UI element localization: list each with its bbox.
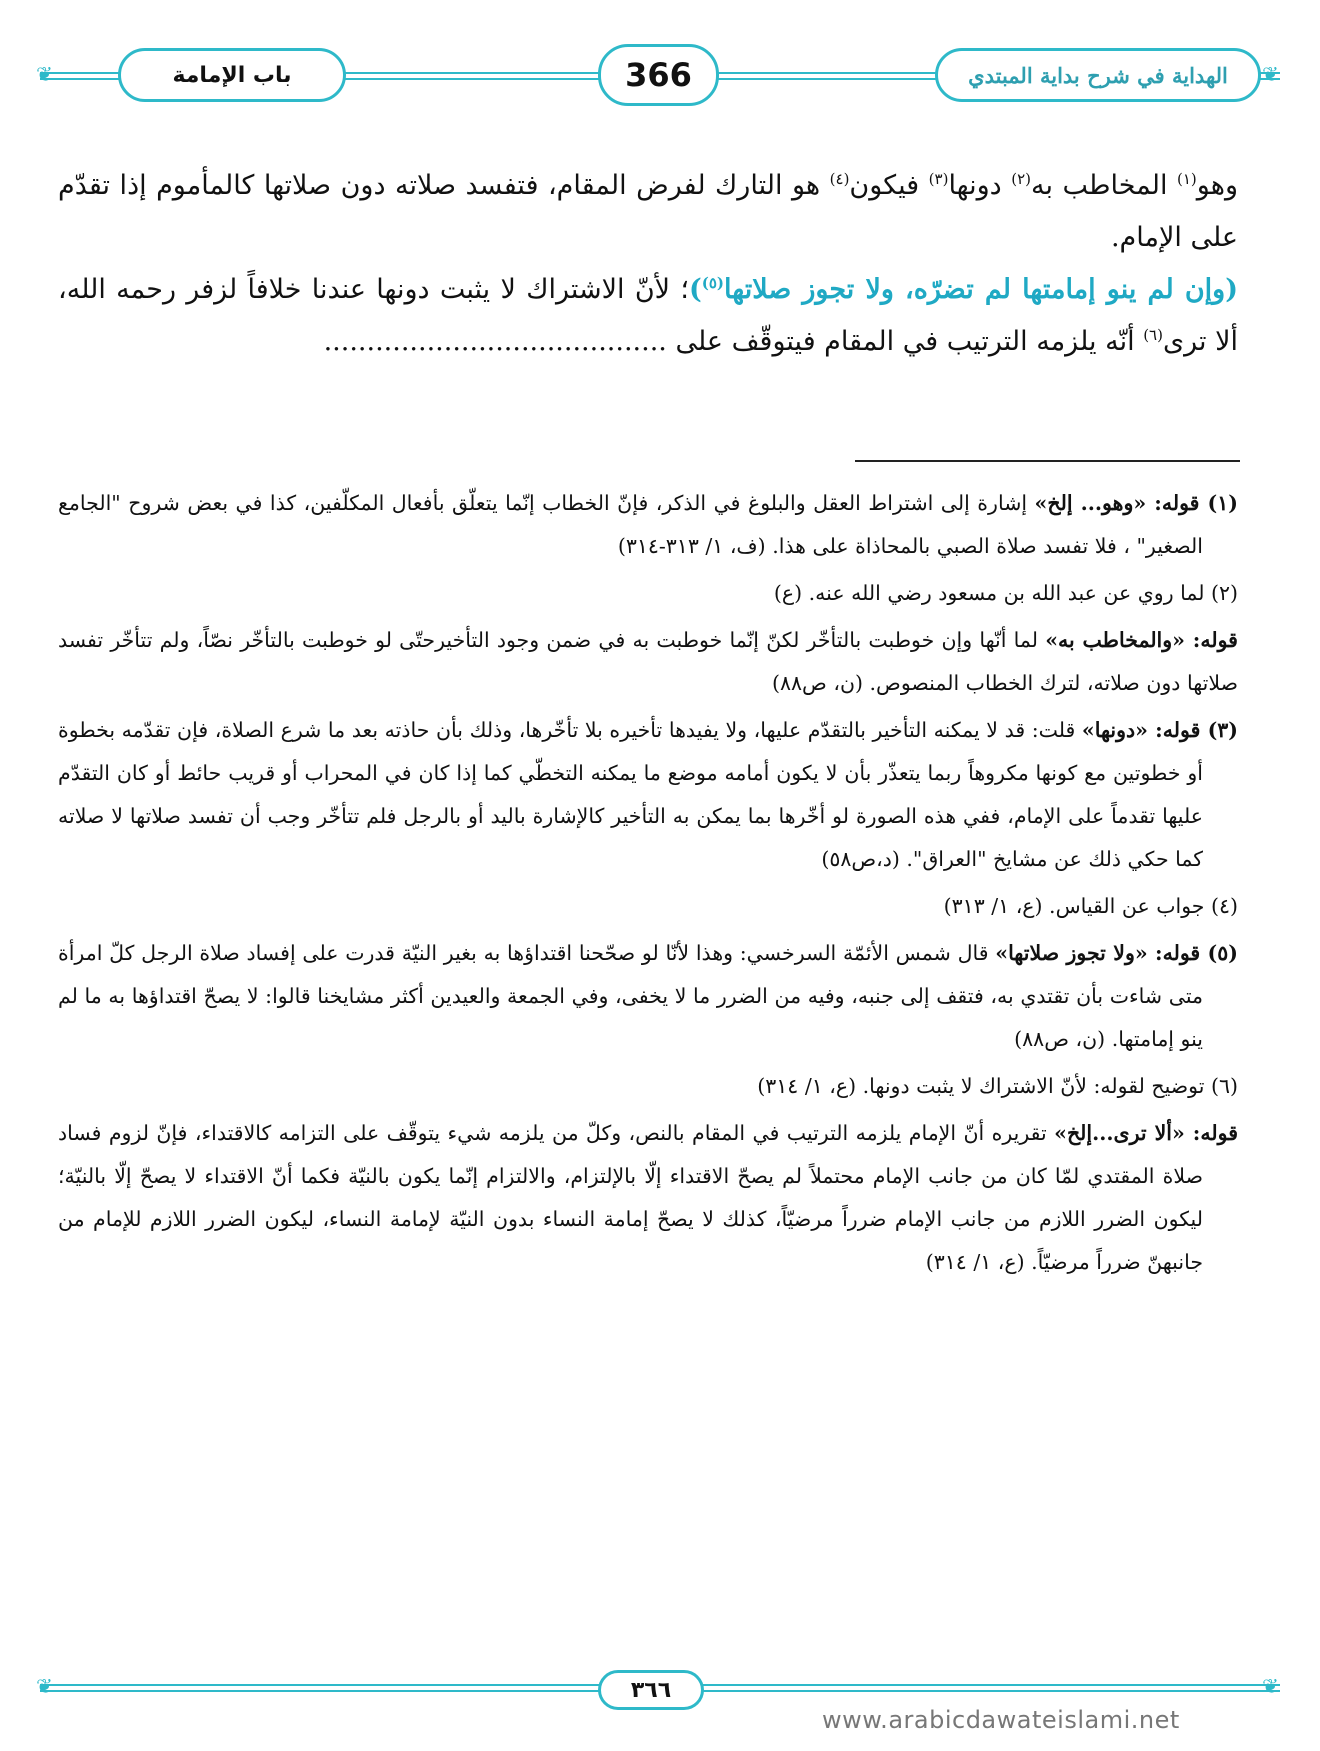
book-title-box	[935, 48, 1261, 102]
footnote-text: قلت: قد لا يمكنه التأخير بالتقدّم عليها، ولا يفيدها تأخيره بلا تأخّرها، وذلك بأن حاذته بعد ما شرع الصلاة، فإن تقدّمه بخطوة أو خطوتين مع كونها مكروهاً ربما يتعذّر بأن لا يكون أمامه موضع ما يمكنه التخطّي كما إذا كان في المحراب أو قريب حائط أو كان التقدّم عليها تقدماً على الإمام، ففي هذه الصورة لو أخّرها بما يمكن به التأخير كالإشارة باليد أو بالرجل فلم تتأخّر وجب أن تفسد صلاتها لا صلاته كما حكي ذلك عن مشايخ "العراق". (د،ص٥٨)	[58, 718, 1203, 871]
footnote-marker-5: (٥)	[701, 274, 725, 292]
text-run: وهو	[1196, 170, 1238, 201]
footnote-6b	[58, 1112, 1238, 1284]
ornament-right-icon: ❦	[1262, 62, 1279, 86]
footnote-marker-1: (١)	[1176, 170, 1197, 188]
page-number: 366	[625, 56, 692, 94]
website-url: www.arabicdawateislami.net	[822, 1706, 1180, 1734]
footnote-1	[58, 482, 1238, 568]
footnote-text: (٦) توضيح لقوله: لأنّ الاشتراك لا يثبت دونها. (ع، ١/ ٣١٤)	[757, 1074, 1238, 1098]
footnote-3	[58, 709, 1238, 881]
footnote-key: قوله: «ألا ترى...إلخ»	[1054, 1121, 1238, 1145]
quoted-text-end: )	[688, 274, 702, 305]
footnote-2b	[58, 619, 1238, 705]
text-run: أنّه يلزمه الترتيب في المقام فيتوقّف على ........................................	[323, 326, 1144, 357]
footnote-key: قوله: «والمخاطب به»	[1045, 628, 1238, 652]
footer-ornament-right-icon: ❦	[1262, 1674, 1279, 1698]
text-run: دونها	[948, 170, 1012, 201]
chapter-title: باب الإمامة	[172, 62, 292, 88]
footnote-key: (٣) قوله: «دونها»	[1081, 718, 1238, 742]
footnote-text: تقريره أنّ الإمام يلزمه الترتيب في المقام بالنص، وكلّ من يلزمه شيء يتوقّف على التزامه كالاقتداء، فإنّ لزوم فساد صلاة المقتدي لمّا كان من جانب الإمام محتملاً لم يصحّ الاقتداء إلّا بالإلتزام، والالتزام إنّما يكون بالنيّة فكما أنّ الاقتداء لا يصحّ إلّا بالنيّة؛ ليكون الضرر اللازم من جانب الإمام ضرراً مرضيّاً، كذلك لا يصحّ إمامة النساء بدون النيّة لإمامة النساء، ليكون الضرر اللازم للإمام من جانبهنّ ضرراً مرضيّاً. (ع، ١/ ٣١٤)	[58, 1121, 1203, 1274]
footnote-marker-3: (٣)	[928, 170, 949, 188]
footnote-4	[58, 885, 1238, 928]
footnote-key: (٥) قوله: «ولا تجوز صلاتها»	[995, 941, 1238, 965]
footnote-6	[58, 1065, 1238, 1108]
main-paragraph-2	[58, 264, 1238, 368]
footnote-text: إشارة إلى اشتراط العقل والبلوغ في الذكر، فإنّ الخطاب إنّما يتعلّق بأفعال المكلّفين، كذا في بعض شروح "الجامع الصغير" ، فلا تفسد صلاة الصبي بالمحاذاة على هذا. (ف، ١/ ٣١٣-٣١٤)	[58, 491, 1203, 558]
page-number-box	[598, 44, 719, 106]
footnote-key: (١) قوله: «وهو... إلخ»	[1034, 491, 1238, 515]
footnote-text: لما أنّها وإن خوطبت بالتأخّر لكنّ إنّما خوطبت به في ضمن وجود التأخيرحتّى لو خوطبت بالتأخّر نصّاً، ولم تتأخّر تفسد صلاتها دون صلاته، لترك الخطاب المنصوص. (ن، ص٨٨)	[58, 628, 1238, 695]
text-run: ؛ لأنّ الاشتراك لا يثبت دونها عندنا خلافاً لزفر رحمه الله، ألا ترى	[58, 274, 1238, 357]
quoted-text: (وإن لم ينو إمامتها لم تضرّه، ولا تجوز صلاتها	[724, 274, 1238, 305]
footnote-separator	[855, 460, 1240, 462]
footnotes	[58, 482, 1238, 1288]
footer-page-number-box	[598, 1670, 704, 1710]
footnote-text: قال شمس الأئمّة السرخسي: وهذا لأنّا لو صحّحنا اقتداؤها به بغير النيّة قدرت على إفساد صلاة الرجل كلّ امرأة متى شاءت بأن تقتدي به، فتقف إلى جنبه، وفيه من الضرر ما لا يخفى، وفي الجمعة والعيدين أكثر مشايخنا قالوا: لا يصحّ اقتداؤها به ما لم ينو إمامتها. (ن، ص٨٨)	[58, 941, 1203, 1051]
main-paragraph-1	[58, 160, 1238, 264]
footnote-marker-6: (٦)	[1143, 326, 1163, 344]
footer-page-number: ٣٦٦	[630, 1677, 672, 1703]
footnote-marker-4: (٤)	[829, 170, 850, 188]
footnote-marker-2: (٢)	[1011, 170, 1031, 188]
ornament-left-icon: ❦	[36, 62, 53, 86]
text-run: فيكون	[849, 170, 929, 201]
book-title: الهداية في شرح بداية المبتدي	[968, 62, 1228, 88]
chapter-title-box	[118, 48, 346, 102]
text-run: هو التارك لفرض المقام، فتفسد صلاته دون صلاتها كالمأموم إذا تقدّم على الإمام.	[58, 170, 1238, 253]
footnote-5	[58, 932, 1238, 1061]
footnote-text: (٤) جواب عن القياس. (ع، ١/ ٣١٣)	[943, 894, 1238, 918]
text-run: المخاطب به	[1030, 170, 1177, 201]
main-text	[58, 160, 1238, 368]
footer-ornament-left-icon: ❦	[36, 1674, 53, 1698]
footnote-text: (٢) لما روي عن عبد الله بن مسعود رضي الله عنه. (ع)	[773, 581, 1238, 605]
footnote-2	[58, 572, 1238, 615]
